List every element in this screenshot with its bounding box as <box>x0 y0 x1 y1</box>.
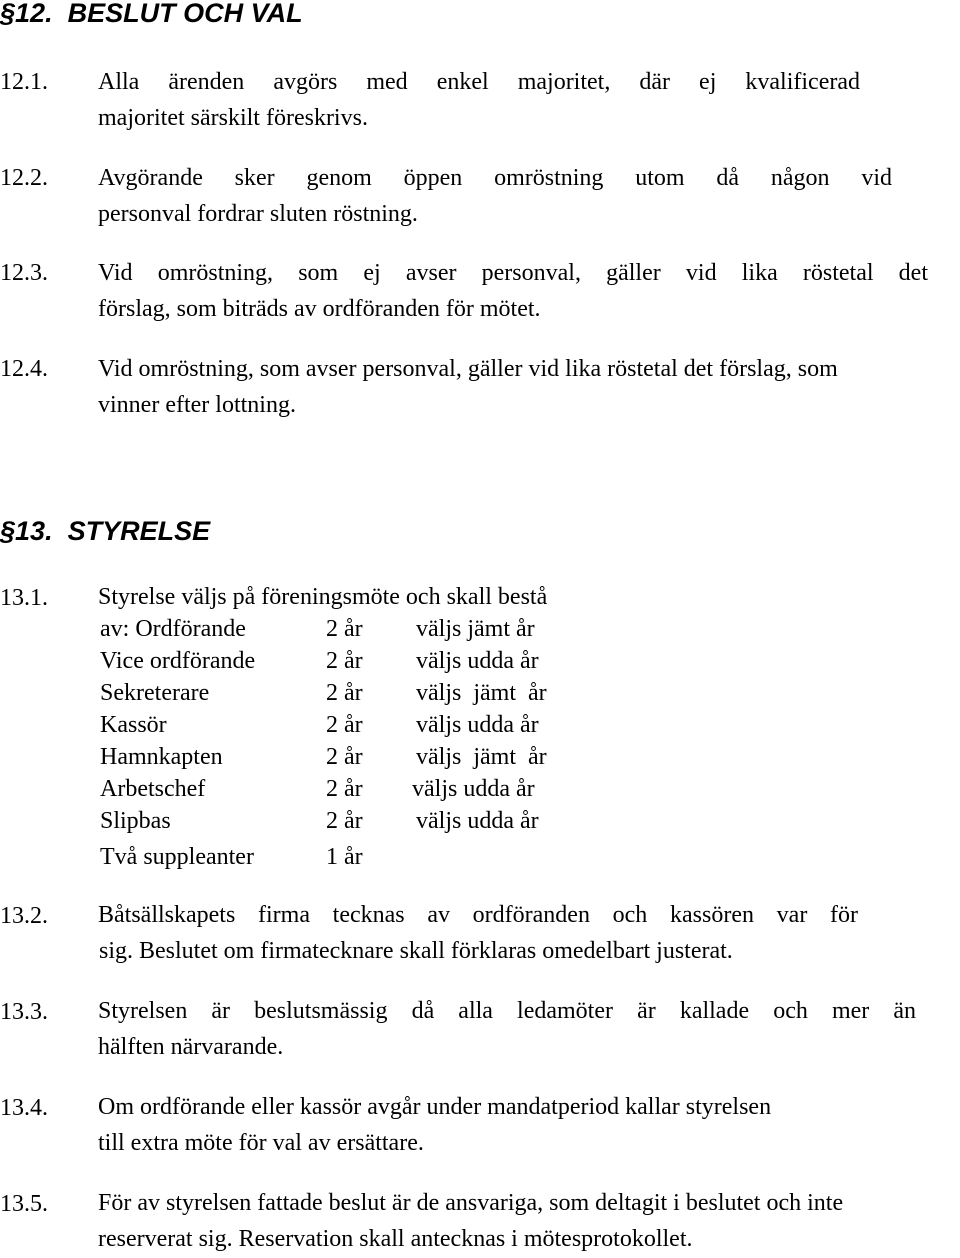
paragraph-line: hälften närvarande. <box>98 1034 284 1060</box>
role-cell: Vice ordförande <box>100 648 256 674</box>
note-cell: väljs udda år <box>412 776 535 802</box>
paragraph-13-1-intro: Styrelse väljs på föreningsmöte och skall bestå <box>98 584 548 610</box>
paragraph-line: vinner efter lottning. <box>98 392 296 418</box>
paragraph-13-4 <box>98 1089 888 1161</box>
section-13-heading <box>0 516 210 546</box>
paragraph-12-3 <box>98 255 928 327</box>
term-cell: 2 år <box>326 808 363 834</box>
role-cell: Sekreterare <box>100 680 210 706</box>
paragraph-line: reserverat sig. Reservation skall antecknas i mötesprotokollet. <box>98 1226 693 1252</box>
paragraph-line: Vid omröstning, som ej avser personval, gäller vid lika röstetal det <box>98 260 928 286</box>
term-cell: 2 år <box>326 712 363 738</box>
paragraph-line: Vid omröstning, som avser personval, gäller vid lika röstetal det förslag, som <box>98 356 838 382</box>
note-cell: väljs udda år <box>416 648 539 674</box>
role-cell: av: Ordförande <box>100 616 246 642</box>
section-title: STYRELSE <box>67 516 211 546</box>
paragraph-13-5 <box>98 1185 958 1257</box>
role-cell: Två suppleanter <box>100 844 254 870</box>
role-cell: Kassör <box>100 712 167 738</box>
item-number: 13.4. <box>0 1095 48 1121</box>
paragraph-12-1 <box>98 64 860 136</box>
term-cell: 2 år <box>326 680 363 706</box>
paragraph-line: majoritet särskilt föreskrivs. <box>98 105 368 131</box>
role-cell: Slipbas <box>100 808 171 834</box>
note-cell: väljs jämt år <box>416 616 535 642</box>
section-title: BESLUT OCH VAL <box>67 0 303 28</box>
item-number: 13.3. <box>0 999 48 1025</box>
role-cell: Arbetschef <box>100 776 206 802</box>
note-cell: väljs udda år <box>416 712 539 738</box>
section-number: 13. <box>15 516 53 546</box>
board-roles-table <box>100 613 620 873</box>
term-cell: 2 år <box>326 744 363 770</box>
paragraph-line: Styrelsen är beslutsmässig då alla ledamöter är kallade och mer än <box>98 998 916 1024</box>
item-number: 13.1. <box>0 585 48 611</box>
role-cell: Hamnkapten <box>100 744 223 770</box>
note-cell: väljs jämt år <box>416 744 547 770</box>
paragraph-line: Båtsällskapets firma tecknas av ordföranden och kassören var för <box>98 902 858 928</box>
term-cell: 2 år <box>326 776 363 802</box>
paragraph-13-3 <box>98 993 916 1065</box>
paragraph-line: Avgörande sker genom öppen omröstning utom då någon vid <box>98 165 892 191</box>
item-number: 12.3. <box>0 260 48 286</box>
section-12-heading <box>0 0 303 28</box>
section-symbol: § <box>0 516 16 546</box>
item-number: 12.4. <box>0 356 48 382</box>
note-cell: väljs jämt år <box>416 680 547 706</box>
paragraph-12-2 <box>98 160 892 232</box>
paragraph-line: För av styrelsen fattade beslut är de ansvariga, som deltagit i beslutet och inte <box>98 1190 844 1216</box>
term-cell: 2 år <box>326 648 363 674</box>
paragraph-line: till extra möte för val av ersättare. <box>98 1130 424 1156</box>
term-cell: 2 år <box>326 616 363 642</box>
term-cell: 1 år <box>326 844 363 870</box>
paragraph-13-2 <box>98 897 858 969</box>
paragraph-line: sig. Beslutet om firmatecknare skall förklaras omedelbart justerat. <box>99 938 733 964</box>
item-number: 13.5. <box>0 1191 48 1217</box>
item-number: 13.2. <box>0 903 48 929</box>
section-symbol: § <box>0 0 16 28</box>
paragraph-12-4 <box>98 351 958 423</box>
note-cell: väljs udda år <box>416 808 539 834</box>
item-number: 12.1. <box>0 69 48 95</box>
paragraph-line: Om ordförande eller kassör avgår under mandatperiod kallar styrelsen <box>98 1094 772 1120</box>
paragraph-line: Alla ärenden avgörs med enkel majoritet, där ej kvalificerad <box>98 69 860 95</box>
paragraph-line: personval fordrar sluten röstning. <box>98 201 418 227</box>
paragraph-line: förslag, som biträds av ordföranden för mötet. <box>98 296 541 322</box>
item-number: 12.2. <box>0 165 48 191</box>
section-number: 12. <box>15 0 53 28</box>
